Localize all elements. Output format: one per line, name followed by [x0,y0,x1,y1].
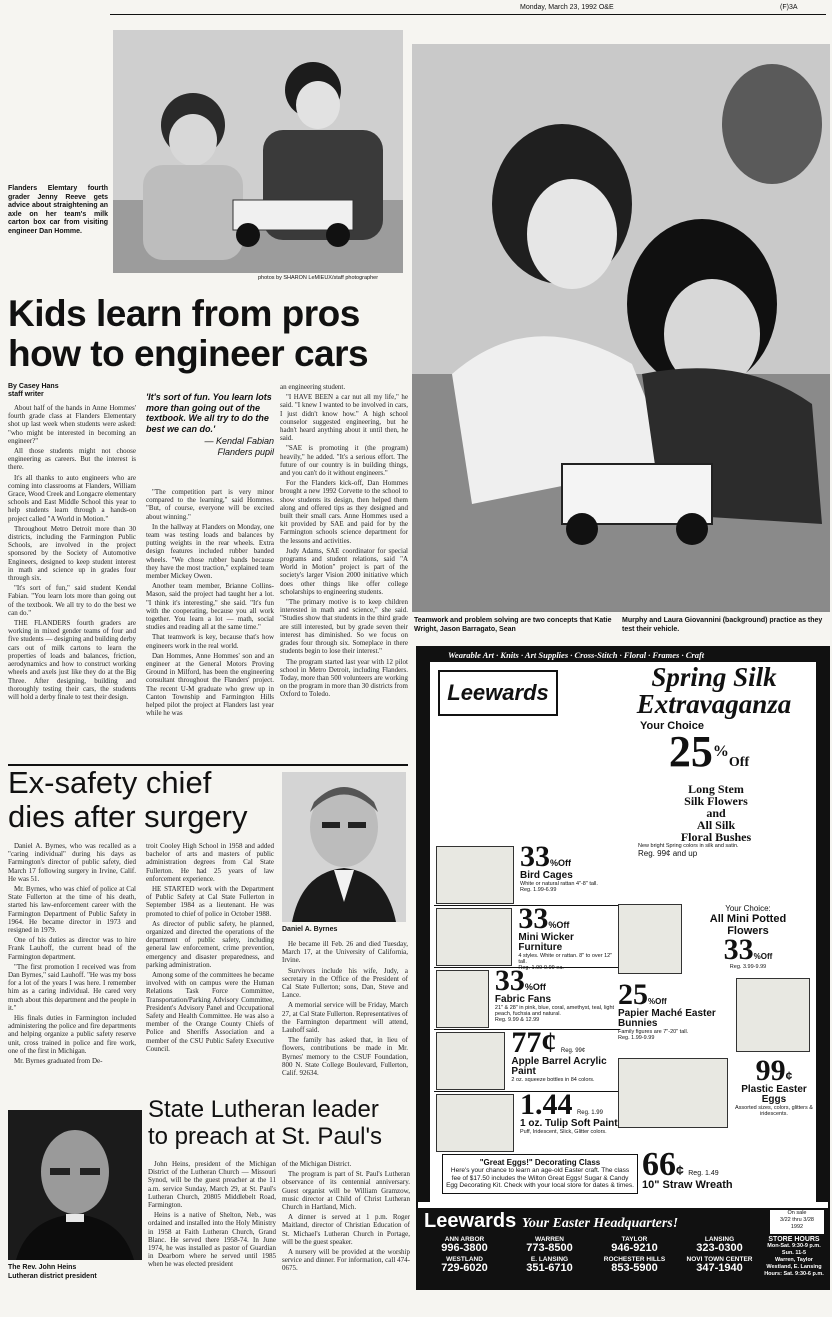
top-photo-caption: Flanders Elemtary fourth grader Jenny Reeve gets advice about straightening an axle on her team's milk carton box car from visiting engineer Dan Homme. [8,185,108,235]
wreath-price: 66 [642,1146,676,1183]
students-photo [412,44,830,612]
story2-para: "The first promotion I received was from Dan Byrnes," said Lauhoff. "He was my boss for a lot of the years I was here. I remember him as a caring individual. He cared very much about this department and the people in it." [8,962,136,1012]
ad-item-reg: Reg. 3.99-9.99 [729,964,767,970]
sale-2: 3/22 thru 3/28 [780,1217,814,1223]
section-label: (F)3A [780,4,798,11]
story2-col2 [146,842,274,1090]
long-stem-5: Floral Bushes [680,830,752,844]
story2-para: He became ill Feb. 26 and died Tuesday, March 17, at the University of California, Irvine. [282,940,408,965]
story1-para: "The primary motive is to keep children interested in math and science," she said. "Studies show that students in the third grade are still interested, but by grade seven their interest has diminished. So we focus on grades four through six. Someplace in there students begin to lose their interest." [280,598,408,656]
ad-item-price: 33 [494,964,525,997]
hours-1: Mon-Sat. 9:30-9 p.m. [767,1243,821,1249]
ad-item-bird-cages [434,840,620,906]
sale-dates [770,1210,824,1234]
story1-para: an engineering student. [280,383,346,391]
story1-para: Another team member, Brianne Collins-Mason, said the project had taught her a lot. "I think it's interesting," she said. "It's fun with the cooperating, because you all work together. You learn a lot — math, social studies and reading all at the same time." [146,582,274,632]
sale-1: On sale [787,1210,807,1216]
store-phone: 946-9210 [611,1242,658,1254]
ad-item-desc: Puff, Iridescent, Slick, Glitter colors. [520,1129,607,1135]
story1-para: "I HAVE BEEN a car nut all my life," he said. "I knew I wanted to be involved in cars, I just didn't know how." A high school counselor suggested engineering, but he hadn't heard anything about it until then, he said. [280,393,408,443]
story1-para: Judy Adams, SAE coordinator for special programs and student relations, said "A World in Motion" project is part of the society's larger Vision 2000 initiative which does other things like offer college scholarships to engineering students. [280,546,408,596]
byline-role: staff writer [8,391,44,398]
ad-item-reg: Reg. 9.99 & 12.99 [494,1017,540,1023]
ad-item-price: 1.44 [520,1088,573,1121]
long-stem-4: All Silk [696,818,736,832]
big-off: Off [728,755,750,770]
ad-item-mini-potted [688,904,808,970]
ad-item-reg: Reg. 1.99-9.99 ea. [518,965,564,971]
store-phone: 347-1940 [696,1262,743,1274]
heins-caption-2: Lutheran district president [8,1272,97,1280]
heins-caption [8,1264,142,1281]
store-entry [592,1256,677,1274]
ad-item-wicker [434,902,620,971]
hours-5: Hours: Sat. 9:30-6 p.m. [764,1271,824,1277]
store-city: WARREN [535,1236,564,1243]
decorating-class [442,1154,638,1194]
hours-4: Westland, E. Lansing [766,1264,822,1270]
story3-para: A nursery will be provided at the worship service and dinner. For information, call 474-0675. [282,1248,410,1273]
ad-item-unit: %Off [648,997,667,1006]
students-photo-art [412,44,830,612]
store-city: LANSING [704,1236,735,1243]
pull-quote-text: 'It's sort of fun. You learn lots more than going out of the textbook. We all try to do the best we can do.' [146,392,272,434]
story2-headline [8,766,278,834]
story3-para: The program is part of St. Paul's Lutheran observance of its centennial anniversary. Guest organist will be William Gramzow, music director at Child of Christ Lutheran Church in Hartland, Mich. [282,1170,410,1212]
story2-para: Daniel A. Byrnes, who was recalled as a "caring individual" during his days as Farmington's director of public safety, died March 17 following surgery in Irvine, Calif. He was 51. [8,842,136,883]
header-rule [110,14,826,15]
wreath-name: 10" Straw Wreath [642,1179,733,1191]
story1-para: "It's sort of fun," said student Kendal Fabian. "You learn lots more than going out of the textbook. We all try to do the best we can do." [8,584,136,617]
leewards-ad [416,646,830,1290]
store-grid [422,1236,762,1274]
store-city: WESTLAND [446,1256,483,1263]
ad-footer [418,1208,828,1288]
store-entry [677,1256,762,1274]
ad-item-unit: %Off [524,982,546,992]
store-phone: 351-6710 [526,1262,573,1274]
big-percent [614,727,804,783]
story2-para: The family has asked that, in lieu of flowers, contributions be made in Mr. Byrnes' memory to the CSUF Foundation, 800 N. State College Boulevard, Fullerton, Calif. 92634. [282,1036,408,1078]
story2-para: Mr. Byrnes, who was chief of police at Cal State Fullerton at the time of his death, started his law-enforcement career with the Farmington Department of Public Safety in 1964. He became director in 1973 and resigned in 1979. [8,885,136,935]
store-phone: 729-6020 [441,1262,488,1274]
store-phone: 773-8500 [526,1242,573,1254]
engineer-photo-art [113,30,403,273]
long-stem-1: Long Stem [688,782,744,796]
hours-3: Warren, Taylor [775,1257,813,1263]
ad-item-desc: 4 styles. White or rattan. 8" to over 12" tall. [518,953,613,965]
large-photo-caption-left: Teamwork and problem solving are two concepts that Katie Wright, Jason Barragato, Sean [414,617,612,633]
footer-brand-text: Leewards [424,1210,517,1232]
ad-item-unit: Reg. 1.99 [576,1110,603,1116]
store-entry [677,1236,762,1254]
pull-quote-attrib2: Flanders pupil [217,446,274,457]
ad-headline-1: Spring Silk [651,662,777,692]
ad-item-price: 25 [618,978,648,1011]
story3-headline [148,1096,410,1150]
story3-col1 [148,1160,276,1288]
ad-item-name: Fabric Fans [494,994,552,1005]
heins-caption-1: The Rev. John Heins [8,1264,77,1271]
story1-headline-line2: how to engineer cars [8,333,369,374]
leewards-logo [438,670,558,716]
ad-left-band [418,662,430,1202]
store-phone: 853-5900 [611,1262,658,1274]
leewards-logo-text: Leewards [447,680,549,705]
ad-item-tulip [434,1088,620,1154]
story2-para: As director of public safety, he planned, organized and directed the operations of the department of public safety, including general law enforcement, crime prevention, emergency and disaster preparedness, and parking administration. [146,919,274,969]
fan-icon [436,970,489,1028]
story1-para: Throughout Metro Detroit more than 30 districts, including the Farmington Public Schools, are involved in the project sponsored by the Society of Automotive Engineers, designed to keep student interest in math and science up in grades four through six. [8,524,136,583]
sale-3: 1992 [790,1224,804,1230]
story1-para: The program started last year with 12 pilot school in Metro Detroit, including Flanders. Today, more than 500 volunteers are working on the program in more than 30 districts from Oxford to Toledo. [280,657,408,699]
hours-title: STORE HOURS [768,1236,820,1243]
bird-cage-icon [436,846,514,904]
story2-para: A memorial service will be Friday, March 27, at Cal State Fullerton. Representatives of the Farmington department will attend, Lauhoff said. [282,1001,408,1035]
ad-item-name: Plastic Easter Eggs [741,1084,807,1105]
byrnes-photo [282,772,406,922]
ad-item-acrylic [434,1026,620,1092]
bunny-icon [736,978,810,1052]
ad-right-band [816,662,828,1202]
story3-para: A dinner is served at 1 p.m. Roger Maitland, director of Christian Education of St. Michael's Lutheran Church in Portage, will be the guest speaker. [282,1213,410,1246]
store-city: TAYLOR [621,1236,648,1243]
byline-name: By Casey Hans [8,383,59,390]
story2-col1 [8,842,136,1120]
ad-item-name: Mini Wicker Furniture [518,932,574,953]
story1-col2 [146,488,274,760]
wreath-unit: ¢ [676,1162,684,1178]
story1-para: "SAE is promoting it (the program) heavily," he added. "It's a serious effort. The future of our country is in building things, and you can't do it without engineers." [280,444,408,478]
ad-item-price: 99 [755,1054,786,1087]
ad-item-desc: Assorted sizes, colors, glitters & iridescents. [735,1105,813,1117]
story1-para: "The competition part is very minor compared to the learning," said Hommes. "But, of course, everyone will be excited about winning." [146,488,274,521]
ad-item-wreath [642,1146,814,1191]
ad-item-unit: ¢ [785,1069,793,1083]
big-percent-sign: % [712,743,729,760]
ad-item-reg: Reg. 1.99-6.99 [520,887,557,893]
ad-headline-2: Extravaganza [636,689,792,719]
store-city: NOVI TOWN CENTER [686,1256,753,1263]
ad-item-name: 1 oz. Tulip Soft Paint [520,1118,618,1129]
wicker-chair-icon [436,908,512,966]
pull-quote [146,392,274,457]
ad-item-price: 33 [518,902,549,935]
store-city: E. LANSING [530,1256,569,1263]
ad-item-eggs [734,1054,814,1117]
ad-item-unit: Reg. 99¢ [560,1048,586,1054]
ad-item-unit: %Off [753,952,773,961]
ad-item-text [516,840,598,905]
ad-item-unit: %Off [550,858,571,868]
story1-headline [8,294,408,374]
heins-photo [8,1110,142,1260]
long-stem-reg: Reg. 99¢ and up [638,849,698,858]
your-choice-label: Your Choice [640,720,704,732]
ad-item-head: Your Choice: [725,904,771,913]
ad-item-desc: White or natural rattan 4"-8" tall. [520,881,598,887]
ad-item-text [507,1026,620,1091]
heins-photo-art [8,1110,142,1260]
story1-col3 [280,383,408,759]
story2-para: Mr. Byrnes graduated from De- [14,1057,103,1066]
ad-item-desc: 21" & 28" in pink, blue, coral, amethyst, teal, light peach, fuchsia and natural. [494,1005,615,1017]
story2-para: Survivors include his wife, Judy, a secretary in the Office of the President of Cal State Fullerton; sons, Dan, Steve and Lance. [282,966,408,1000]
ad-item-text [516,1088,618,1154]
paint-jar-icon [436,1094,514,1152]
story3-headline-line1: State Lutheran leader [148,1096,379,1123]
engineer-photo [113,30,403,273]
store-phone: 996-3800 [441,1242,488,1254]
ad-border-text: Wearable Art · Knits · Art Supplies · Cross-Stitch · Floral · Frames · Craft [448,650,705,660]
story1-para: THE FLANDERS fourth graders are working in mixed gender teams of four and five students — designing and building derby cars out of milk cartons to learn the properties of loads and balances, friction, aerodynamics and how to construct working wheels and axels just like they do at the Big Three. After designing, building and thoroughly testing their cars, the students will hold a derby finale to test their design. [8,619,136,701]
byrnes-photo-caption: Daniel A. Byrnes [282,926,338,933]
store-entry [422,1236,507,1254]
story1-para: In the hallway at Flanders on Monday, one team was testing loads and balances by putting weights in the rear wheels. Extra design features included rubber banded wheels. "We chose rubber bands because they have the most traction," explained team member Mickey Owen. [146,522,274,581]
story1-headline-line1: Kids learn from pros [8,293,360,334]
ad-item-unit: %Off [548,920,570,930]
store-entry [422,1256,507,1274]
story1-para: All those students might not choose engineering as careers. But the interest is there. [8,447,136,472]
ad-item-name: Papier Maché Easter Bunnies [618,1008,716,1029]
class-title: "Great Eggs!" Decorating Class [479,1158,601,1167]
long-stem-offer [628,720,804,858]
ad-item-name: All Mini Potted Flowers [709,913,787,937]
ad-item-text [514,902,620,971]
story1-para: For the Flanders kick-off, Dan Hommes brought a new 1992 Corvette to the school to show students its design, then helped them along and offered tips as they designed and built their small cars. Anne Hommes used a kit provided by SAE and paid for by the Farmington schools science department for the lessons and activities. [280,479,408,545]
story3-para: of the Michigan District. [282,1160,352,1168]
story3-para: John Heins, president of the Michigan District of the Lutheran Church — Missouri Synod, will be the guest preacher at the 11 a.m. service Sunday, March 29, at St. Paul's Lutheran Church, 20805 Middlebelt Road, Farmington. [148,1160,276,1210]
story3-para: Heins is a native of Shelton, Neb., was ordained and installed into the Holy Ministry in 1958 at Faith Lutheran Church, Grand Blanc. He served there 1958-74. In June 1974, he was installed as pastor of Guardian in Dearborn where he served until 1985 when he was elected president [148,1211,276,1269]
story1-col1 [8,404,136,760]
footer-brand [424,1210,678,1235]
ad-item-reg: Reg. 1.99-9.99 [618,1035,655,1041]
store-city: ANN ARBOR [444,1236,485,1243]
large-photo-caption-right: Murphy and Laura Giovannini (background) practice as they test their vehicle. [622,617,823,633]
ad-item-desc: Family figures are 7"-20" tall. [618,1029,689,1035]
ad-item-name: Bird Cages [520,870,573,881]
class-text: Here's your chance to learn an age-old Easter craft. The class fee of $17.50 includes the Wilton Great Eggs! Sugar & Candy Egg Decorating Kit. Check with your local store for dates & times. [446,1167,634,1189]
story1-para: It's all thanks to auto engineers who are coming into classrooms at Flanders, William Grace, Wood Creek and Longacre elementary schools and East Middle School this year to help students learn through a hands-on project called "A World in Motion." [8,473,136,523]
story2-para: HE STARTED work with the Department of Public Safety at Cal State Fullerton in September 1984 as a lieutenant. He was promoted to chief of police in October 1988. [146,885,274,918]
ad-item-fans [434,964,620,1030]
ad-item-bunnies [618,978,728,1041]
byrnes-photo-art [282,772,406,922]
long-stem-3: and [706,806,726,820]
long-stem-note: New bright Spring colors in silk and satin. [638,843,739,849]
pull-quote-attrib: — Kendal Fabian [204,436,274,446]
story2-headline-line1: Ex-safety chief [8,765,212,800]
page-dateline: Monday, March 23, 1992 O&E [520,4,614,11]
ad-top-band [418,648,828,662]
ad-item-name: Apple Barrel Acrylic Paint [511,1056,607,1077]
store-city: ROCHESTER HILLS [603,1256,666,1263]
hours-2: Sun. 11-5 [781,1250,807,1256]
ad-item-price: 77¢ [511,1026,557,1059]
photo-credit: photos by SHARON LeMIEUX/staff photographer [258,275,379,281]
wreath-reg: Reg. 1.49 [688,1170,719,1177]
store-entry [592,1236,677,1254]
big-percent-number: 25 [668,727,713,776]
store-entry [507,1236,592,1254]
story2-col3 [282,940,408,1090]
footer-tag: Your Easter Headquarters! [521,1216,679,1231]
long-stem-2: Silk Flowers [684,794,748,808]
story1-para: Dan Hommes, Anne Hommes' son and an engineer at the General Motors Proving Ground in Milford, has been the engineering consultant throughout the Flanders' project. The recent U-M graduate who grew up in Canton Township and Farmington Hills helped pilot the project at Flanders last year while he was [146,651,274,718]
story2-para: His finals duties in Farmington included administering the police and fire departments and helping organize a public safety reserve unit, cross trained in police and fire work, one of the first in Michigan. [8,1014,136,1055]
store-phone: 323-0300 [696,1242,743,1254]
story3-col2 [282,1160,410,1288]
story1-byline [8,383,59,399]
ad-item-price: 33 [723,933,754,966]
story1-para: About half of the hands in Anne Hommes' fourth grade class at Flanders Elementary shot up last week when students were asked: "who might be interested in becoming an engineer?" [8,404,136,445]
story2-para: One of his duties as director was to hire Frank Lauhoff, the current head of the Farmington department. [8,936,136,961]
story2-para: Among some of the committees he became involved with on campus were the Human Relations Task Force Committee, Transportation/Parking Advisory Committee, President's Advisory Panel and Occupational Safety and Health Committee. He was also a member of the Orange County Chiefs of Police and Sheriffs Association and a member of the CSU Public Safety Executive Council. [146,971,274,1053]
story1-para: That teamwork is key, because that's how engineers work in the real world. [146,633,274,650]
ad-item-desc: 2 oz. squeeze bottles in 84 colors. [511,1077,595,1083]
story2-para: troit Cooley High School in 1958 and added bachelor of arts and masters of public administration degrees from Cal State Fullerton. He had 25 years of law enforcement experience. [146,842,274,883]
ad-headline [614,664,814,718]
store-hours [762,1236,826,1278]
potted-flower-icon [618,904,682,974]
ad-left-items [434,840,620,1154]
story2-headline-line2: dies after surgery [8,799,248,834]
paint-bottle-icon [436,1032,505,1090]
story3-headline-line2: to preach at St. Paul's [148,1123,383,1150]
ad-item-text [491,964,620,1029]
easter-eggs-icon [618,1058,728,1128]
store-entry [507,1256,592,1274]
ad-item-price: 33 [520,840,550,873]
